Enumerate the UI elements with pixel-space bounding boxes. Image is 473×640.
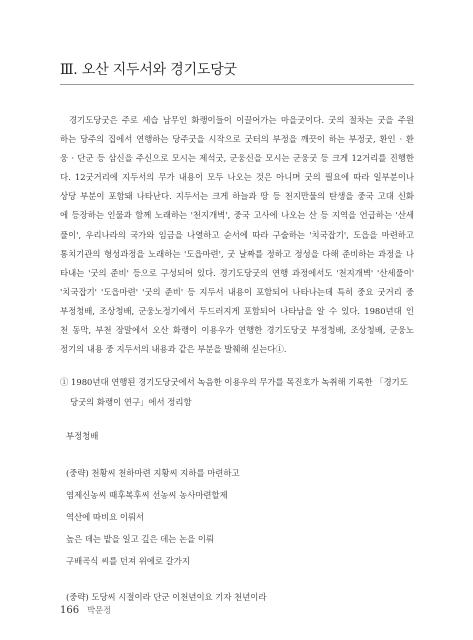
heading-divider bbox=[60, 84, 414, 85]
body-line: 에 등장하는 인물과 함께 노래하는 '천지개벽', 중국 고사에 나오는 산 등 지역을 언급하는 '산세 bbox=[60, 210, 414, 221]
body-line: 하는 당주의 집에서 연행하는 당주굿을 시작으로 굿터의 부정을 깨끗이 하는 부정굿, 환인 · 환 bbox=[60, 134, 414, 145]
body-line: 정기의 내용 중 지두서의 내용과 같은 부분을 발췌해 싣는다①. bbox=[60, 344, 287, 355]
body-line: 타내는 '굿의 준비' 등으로 구성되어 있다. 경기도당굿의 연행 과정에서도 '천지개벽' '산세풀이' bbox=[60, 267, 414, 278]
body-line: 웅 · 단군 등 삼신을 주신으로 모시는 제석굿, 군웅신을 모시는 군웅굿 등 크게 12거리를 진행한 bbox=[60, 153, 414, 164]
body-line: 상당 부분이 포함돼 나타난다. 지두서는 크게 하늘과 땅 등 천지만물의 탄생을 중국 고대 신화 bbox=[60, 191, 414, 202]
body-line: 부정청배, 조상청배, 군웅노정기에서 두드러지게 포함되어 나타남을 알 수 있다. 1980년대 인 bbox=[60, 305, 414, 316]
song-line: (중략) 천황씨 천하마련 지황씨 지하를 마련하고 bbox=[66, 468, 240, 478]
song-line: 구배곡식 씨를 던져 위에로 갈가지 bbox=[66, 556, 190, 566]
body-paragraph bbox=[60, 111, 414, 359]
body-line: 통치기관의 형성과정을 노래하는 '도읍마련', 굿 날짜를 정하고 정성을 다해 준비하는 과정을 나 bbox=[60, 248, 414, 259]
song-line: 염제신농씨 때후복후씨 선농씨 농사마련할제 bbox=[66, 490, 228, 500]
body-line: 풀이', 우리나라의 국가와 임금을 나열하고 순서에 따라 구술하는 '치국잡기', 도읍을 마련하고 bbox=[60, 229, 414, 240]
section-heading: Ⅲ. 오산 지두서와 경기도당굿 bbox=[60, 62, 237, 78]
song-line: (중략) 도당씨 시절이라 단군 이천년이요 기자 천년이라 bbox=[66, 592, 267, 602]
body-line: '치국잡기' '도읍마련' '굿의 준비' 등 지두서 내용이 포함되어 나타나는데 특히 중요 굿거리 중 bbox=[60, 286, 414, 297]
page-footer bbox=[60, 604, 111, 616]
footnote bbox=[60, 373, 414, 412]
page-name: 박문정 bbox=[86, 605, 112, 615]
song-line: 역산에 따비요 이뤄서 bbox=[66, 512, 145, 522]
footnote-line: ① 1980년대 연행된 경기도당굿에서 녹음한 이용우의 무가를 목진호가 녹취해 기록한 「경기도 bbox=[60, 377, 408, 387]
body-line: 다. 12굿거리에 지두서의 무가 내용이 모두 나오는 것은 아니며 굿의 필요에 따라 일부분이나 bbox=[60, 172, 414, 183]
body-line: 천 동막, 부천 장말에서 오산 화랭이 이용우가 연행한 경기도당굿 부정청배, 조상청배, 군웅노 bbox=[60, 325, 414, 336]
footnote-line: 당굿의 화랭이 연구」에서 정리함 bbox=[70, 396, 192, 407]
song-line: 높은 데는 밭을 일고 깊은 데는 논을 이뤄 bbox=[66, 534, 215, 544]
song-title: 부정청배 bbox=[66, 431, 99, 441]
page-number: 166 bbox=[60, 605, 80, 616]
body-line: 경기도당굿은 주로 세습 남무인 화랭이들이 이끌어가는 마을굿이다. 굿의 절차는 굿을 주원 bbox=[69, 115, 414, 125]
